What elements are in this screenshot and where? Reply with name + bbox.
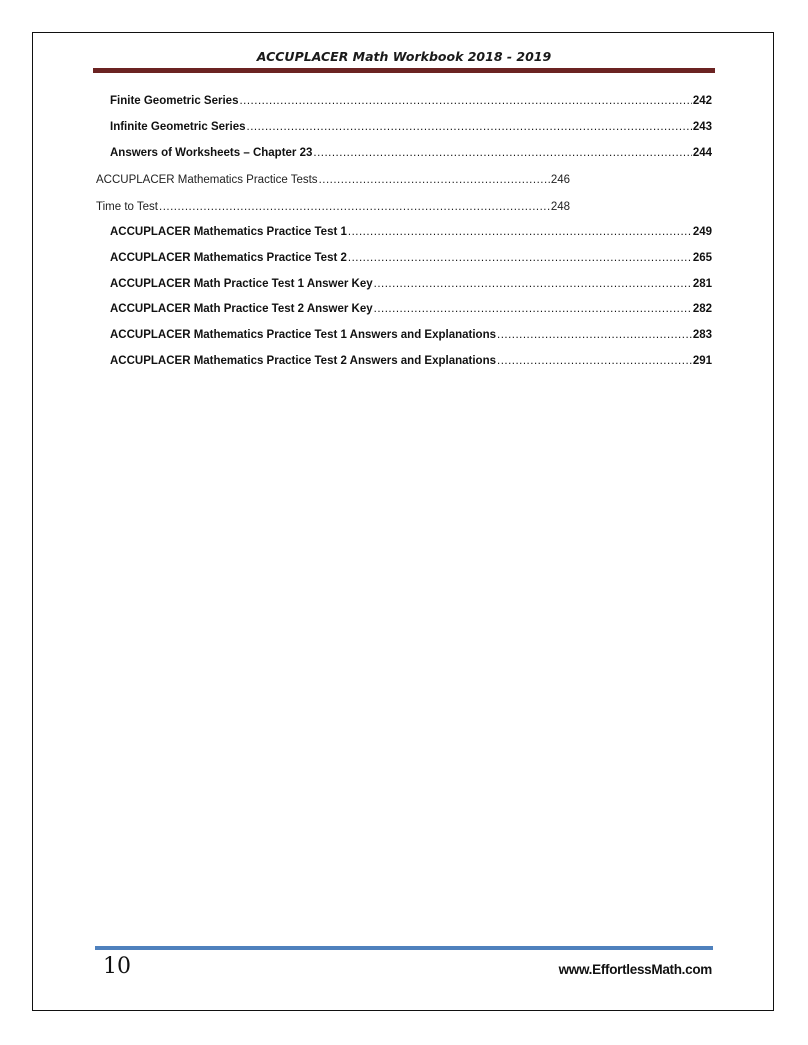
dot-leader [247, 121, 692, 133]
toc-entry[interactable] [110, 226, 712, 242]
toc-entry[interactable] [110, 252, 712, 268]
toc-entry-page: 244 [692, 147, 712, 159]
dot-leader [497, 355, 692, 367]
toc-entry-title: ACCUPLACER Mathematics Practice Test 1 [110, 226, 347, 238]
toc-entry[interactable] [96, 201, 570, 217]
dot-leader [374, 303, 692, 315]
dot-leader [239, 95, 691, 107]
toc-entry-title: ACCUPLACER Mathematics Practice Test 1 Answers and Explanations [110, 329, 496, 341]
toc-entry-page: 243 [692, 121, 712, 133]
toc-entry-page: 246 [550, 174, 570, 186]
toc-entry[interactable] [110, 95, 712, 111]
toc-entry-page: 249 [692, 226, 712, 238]
toc-entry[interactable] [110, 147, 712, 163]
dot-leader [374, 278, 692, 290]
toc-entry[interactable] [110, 278, 712, 294]
dot-leader [348, 252, 692, 264]
dot-leader [497, 329, 692, 341]
dot-leader [348, 226, 692, 238]
dot-leader [159, 201, 550, 213]
toc-entry-page: 265 [692, 252, 712, 264]
toc-entry-title: ACCUPLACER Mathematics Practice Tests [96, 174, 318, 186]
footer-rule [95, 946, 713, 950]
table-of-contents [0, 0, 808, 400]
toc-entry-title: Answers of Worksheets – Chapter 23 [110, 147, 313, 159]
toc-entry-title: Time to Test [96, 201, 158, 213]
toc-entry-title: ACCUPLACER Mathematics Practice Test 2 Answers and Explanations [110, 355, 496, 367]
toc-entry-page: 291 [692, 355, 712, 367]
toc-entry-page: 283 [692, 329, 712, 341]
toc-entry-page: 248 [550, 201, 570, 213]
running-header: ACCUPLACER Math Workbook 2018 - 2019 [256, 49, 552, 64]
toc-entry-title: Finite Geometric Series [110, 95, 239, 107]
toc-entry-title: ACCUPLACER Math Practice Test 2 Answer Key [110, 303, 373, 315]
toc-entry-page: 242 [692, 95, 712, 107]
toc-entry-page: 282 [692, 303, 712, 315]
toc-entry[interactable] [110, 121, 712, 137]
toc-entry-title: ACCUPLACER Math Practice Test 1 Answer Key [110, 278, 373, 290]
dot-leader [313, 147, 691, 159]
toc-entry[interactable] [96, 174, 570, 190]
page-number: 10 [103, 954, 131, 979]
toc-entry[interactable] [110, 355, 712, 371]
website-link[interactable]: www.EffortlessMath.com [558, 962, 712, 977]
toc-entry-page: 281 [692, 278, 712, 290]
dot-leader [319, 174, 550, 186]
toc-entry-title: ACCUPLACER Mathematics Practice Test 2 [110, 252, 347, 264]
toc-entry[interactable] [110, 329, 712, 345]
toc-entry[interactable] [110, 303, 712, 319]
toc-entry-title: Infinite Geometric Series [110, 121, 246, 133]
